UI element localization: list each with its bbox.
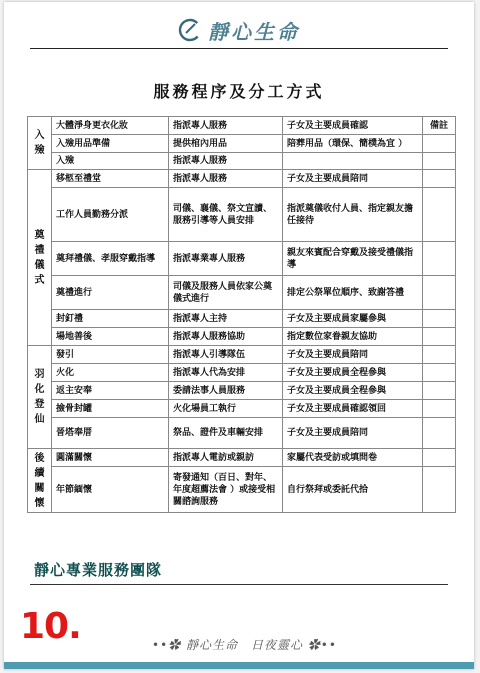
phase-label: 入殮 <box>34 130 45 156</box>
task-cell: 奠拜禮儀、孝服穿戴指導 <box>52 242 169 276</box>
page-title: 服務程序及分工方式 <box>153 82 325 101</box>
service-cell: 指派專人電訪或親訪 <box>169 449 283 467</box>
task-cell: 年節緬懷 <box>52 467 169 513</box>
table-row <box>28 310 456 328</box>
note-cell <box>423 276 456 310</box>
service-cell: 指派專人引導隊伍 <box>169 346 283 364</box>
note-cell <box>423 346 456 364</box>
table-row <box>28 418 456 449</box>
family-cell: 子女及主要成員確認領回 <box>283 400 423 418</box>
service-cell: 提供棺內用品 <box>169 135 283 153</box>
task-cell: 入殮 <box>52 153 169 170</box>
table-row <box>28 170 456 188</box>
family-cell: 指派奠儀收付人員、指定親友擔任接待 <box>283 188 423 242</box>
task-cell: 撿骨封罐 <box>52 400 169 418</box>
service-cell: 指派專人服務 <box>169 117 283 135</box>
family-cell: 子女及主要成員陪同 <box>283 346 423 364</box>
service-cell: 指派專人服務協助 <box>169 328 283 346</box>
task-cell: 工作人員勤務分派 <box>52 188 169 242</box>
service-cell: 祭品、證件及車輛安排 <box>169 418 283 449</box>
note-cell <box>423 310 456 328</box>
service-cell: 司儀及服務人員依家公奠儀式進行 <box>169 276 283 310</box>
note-cell <box>423 400 456 418</box>
task-cell: 場地善後 <box>52 328 169 346</box>
family-cell: 子女及主要成員全程參與 <box>283 382 423 400</box>
task-cell: 奠禮進行 <box>52 276 169 310</box>
note-cell <box>423 188 456 242</box>
document-page <box>4 2 474 669</box>
table-row <box>28 276 456 310</box>
family-cell: 親友來賓配合穿戴及接受禮儀指導 <box>283 242 423 276</box>
table-row <box>28 364 456 382</box>
table-row <box>28 382 456 400</box>
phase-label: 後續關懷 <box>34 452 45 509</box>
circle-swoosh-icon <box>178 18 202 42</box>
family-cell: 自行祭拜或委託代拾 <box>283 467 423 513</box>
note-cell <box>423 364 456 382</box>
service-cell: 指派專人服務 <box>169 170 283 188</box>
service-cell: 指派專業專人服務 <box>169 242 283 276</box>
service-cell: 指派專人主持 <box>169 310 283 328</box>
note-cell <box>423 328 456 346</box>
service-procedure-table <box>27 116 456 513</box>
table-row <box>28 117 456 135</box>
note-cell <box>423 449 456 467</box>
service-cell: 火化場員工執行 <box>169 400 283 418</box>
page-header <box>4 12 474 48</box>
task-cell: 入殮用品準備 <box>52 135 169 153</box>
service-cell: 指派專人代為安排 <box>169 364 283 382</box>
note-cell <box>423 418 456 449</box>
task-cell: 封釘禮 <box>52 310 169 328</box>
task-cell: 火化 <box>52 364 169 382</box>
service-cell: 委請法事人員服務 <box>169 382 283 400</box>
note-cell <box>423 153 456 170</box>
page-number: 10. <box>20 606 81 647</box>
table-row <box>28 328 456 346</box>
footer-color-bar <box>4 662 474 669</box>
family-cell <box>283 153 423 170</box>
table-row <box>28 153 456 170</box>
family-cell: 排定公祭單位順序、致謝答禮 <box>283 276 423 310</box>
note-cell <box>423 467 456 513</box>
service-cell: 司儀、襄儀、祭文宣讀、服務引導等人員安排 <box>169 188 283 242</box>
table-row <box>28 467 456 513</box>
family-cell: 子女及主要成員陪同 <box>283 418 423 449</box>
task-cell: 返主安奉 <box>52 382 169 400</box>
footer-slogan: ••✿ 靜心生命 日夜靈心 ✿•• <box>152 638 337 652</box>
family-cell: 子女及主要成員家屬參與 <box>283 310 423 328</box>
note-cell <box>423 242 456 276</box>
table-row <box>28 346 456 364</box>
family-cell: 陪葬用品（環保、簡樸為宜 ） <box>283 135 423 153</box>
task-cell: 圓滿關懷 <box>52 449 169 467</box>
task-cell: 發引 <box>52 346 169 364</box>
phase-cell <box>28 170 52 346</box>
footer-divider <box>30 584 448 585</box>
brand-name: 靜心生命 <box>208 19 300 44</box>
task-cell: 晉塔奉厝 <box>52 418 169 449</box>
task-cell: 大體淨身更衣化妝 <box>52 117 169 135</box>
family-cell: 子女及主要成員陪同 <box>283 170 423 188</box>
service-cell: 寄發通知（百日、對年、年度超薦法會 ）或接受相關諮詢服務 <box>169 467 283 513</box>
phase-cell <box>28 449 52 513</box>
family-cell: 子女及主要成員確認 <box>283 117 423 135</box>
family-cell: 指定數位家眷親友協助 <box>283 328 423 346</box>
table-row <box>28 449 456 467</box>
service-cell: 指派專人服務 <box>169 153 283 170</box>
note-cell <box>423 382 456 400</box>
header-divider <box>30 48 448 49</box>
phase-cell <box>28 346 52 449</box>
note-header: 備註 <box>423 117 456 135</box>
phase-label: 奠禮儀式 <box>34 229 45 286</box>
phase-cell <box>28 117 52 170</box>
family-cell: 子女及主要成員全程參與 <box>283 364 423 382</box>
table-row <box>28 400 456 418</box>
note-cell <box>423 135 456 153</box>
table-row <box>28 135 456 153</box>
note-cell <box>423 170 456 188</box>
family-cell: 家屬代表受訪或填問卷 <box>283 449 423 467</box>
table-row <box>28 242 456 276</box>
phase-label: 羽化登仙 <box>34 369 45 425</box>
table-row <box>28 188 456 242</box>
task-cell: 移柩至禮堂 <box>52 170 169 188</box>
team-name: 靜心專業服務團隊 <box>34 561 163 579</box>
